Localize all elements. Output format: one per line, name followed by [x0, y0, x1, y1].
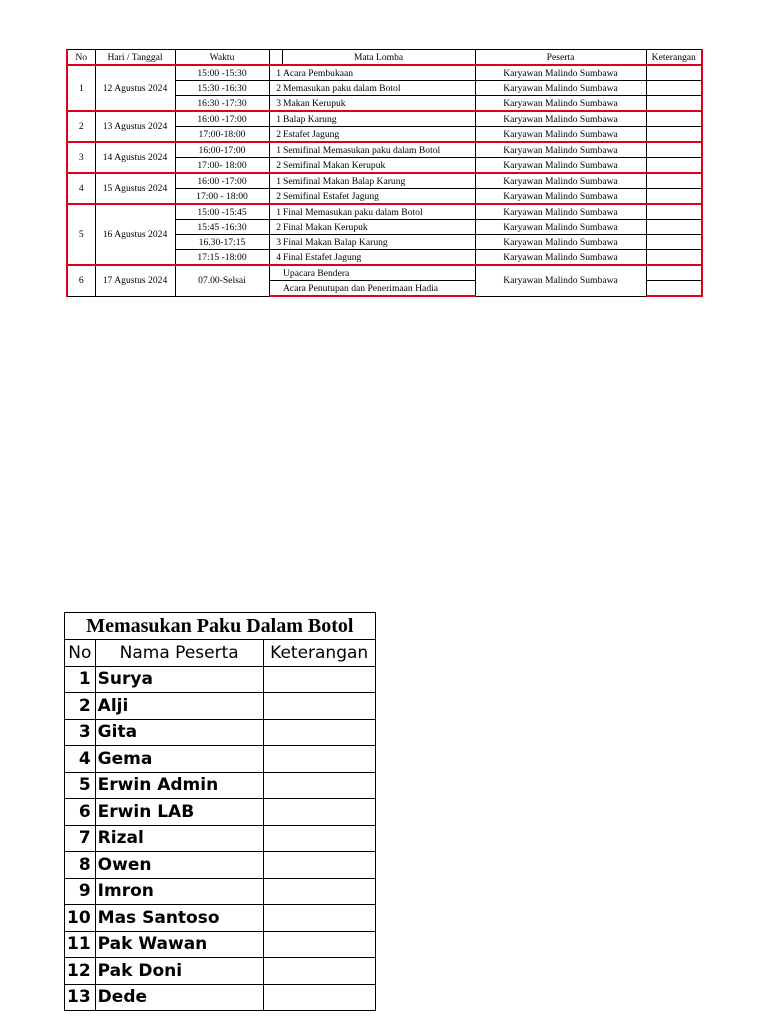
participant-notes — [263, 799, 375, 826]
event-time: 15:30 -16:30 — [175, 81, 269, 96]
event-participants: Karyawan Malindo Sumbawa — [475, 173, 646, 189]
event-time: 16.30-17:15 — [175, 235, 269, 250]
day-number: 3 — [67, 142, 95, 173]
event-seq — [269, 265, 282, 281]
event-notes — [646, 281, 702, 297]
participant-no: 8 — [65, 852, 96, 879]
event-participants: Karyawan Malindo Sumbawa — [475, 65, 646, 81]
participant-name: Owen — [95, 852, 263, 879]
participant-no: 11 — [65, 931, 96, 958]
list-item — [65, 984, 376, 1011]
day-number: 2 — [67, 111, 95, 142]
event-participants: Karyawan Malindo Sumbawa — [475, 189, 646, 205]
event-name: Acara Pembukaan — [282, 65, 475, 81]
participant-no: 9 — [65, 878, 96, 905]
event-time: 17:15 -18:00 — [175, 250, 269, 266]
participant-name: Gita — [95, 719, 263, 746]
event-name: Final Makan Balap Karung — [282, 235, 475, 250]
list-item — [65, 772, 376, 799]
participants-title-row — [65, 613, 376, 640]
participant-name: Mas Santoso — [95, 905, 263, 932]
event-seq: 2 — [269, 81, 282, 96]
header-notes: Keterangan — [263, 640, 375, 667]
table-row — [67, 65, 702, 81]
event-notes — [646, 127, 702, 143]
participant-no: 5 — [65, 772, 96, 799]
header-date: Hari / Tanggal — [95, 50, 175, 66]
event-participants: Karyawan Malindo Sumbawa — [475, 220, 646, 235]
participants-table-title: Memasukan Paku Dalam Botol — [65, 613, 376, 640]
participant-no: 12 — [65, 958, 96, 985]
header-no: No — [65, 640, 96, 667]
participant-no: 13 — [65, 984, 96, 1011]
event-participants: Karyawan Malindo Sumbawa — [475, 204, 646, 220]
event-name: Semifinal Makan Balap Karung — [282, 173, 475, 189]
participant-notes — [263, 984, 375, 1011]
event-seq: 1 — [269, 142, 282, 158]
event-seq: 1 — [269, 65, 282, 81]
header-time: Waktu — [175, 50, 269, 66]
list-item — [65, 878, 376, 905]
participant-no: 7 — [65, 825, 96, 852]
event-notes — [646, 142, 702, 158]
day-date: 13 Agustus 2024 — [95, 111, 175, 142]
event-notes — [646, 204, 702, 220]
event-notes — [646, 250, 702, 266]
participant-notes — [263, 666, 375, 693]
event-participants: Karyawan Malindo Sumbawa — [475, 111, 646, 127]
event-time: 15:00 -15:45 — [175, 204, 269, 220]
list-item — [65, 746, 376, 773]
header-event: Mata Lomba — [282, 50, 475, 66]
event-time: 15:00 -15:30 — [175, 65, 269, 81]
event-time: 17:00- 18:00 — [175, 158, 269, 174]
event-participants: Karyawan Malindo Sumbawa — [475, 250, 646, 266]
event-seq: 3 — [269, 235, 282, 250]
event-notes — [646, 158, 702, 174]
event-seq: 1 — [269, 204, 282, 220]
participant-notes — [263, 931, 375, 958]
event-name: Upacara Bendera — [282, 265, 475, 281]
participants-header-row — [65, 640, 376, 667]
day-date: 17 Agustus 2024 — [95, 265, 175, 296]
day-date: 14 Agustus 2024 — [95, 142, 175, 173]
event-seq: 3 — [269, 96, 282, 112]
list-item — [65, 905, 376, 932]
event-notes — [646, 173, 702, 189]
participant-no: 3 — [65, 719, 96, 746]
participant-no: 2 — [65, 693, 96, 720]
event-notes — [646, 220, 702, 235]
day-date: 12 Agustus 2024 — [95, 65, 175, 111]
participant-notes — [263, 852, 375, 879]
participant-notes — [263, 878, 375, 905]
day-date: 16 Agustus 2024 — [95, 204, 175, 265]
day-date: 15 Agustus 2024 — [95, 173, 175, 204]
header-notes: Keterangan — [646, 50, 702, 66]
header-name: Nama Peserta — [95, 640, 263, 667]
event-time: 17:00-18:00 — [175, 127, 269, 143]
header-seq — [269, 50, 282, 66]
event-notes — [646, 96, 702, 112]
participant-name: Pak Doni — [95, 958, 263, 985]
participant-no: 6 — [65, 799, 96, 826]
event-seq: 1 — [269, 111, 282, 127]
event-name: Final Makan Kerupuk — [282, 220, 475, 235]
list-item — [65, 958, 376, 985]
participant-notes — [263, 693, 375, 720]
table-row — [67, 204, 702, 220]
event-seq: 1 — [269, 173, 282, 189]
participant-notes — [263, 905, 375, 932]
day-number: 4 — [67, 173, 95, 204]
event-name: Semifinal Estafet Jagung — [282, 189, 475, 205]
participant-name: Erwin Admin — [95, 772, 263, 799]
header-no: No — [67, 50, 95, 66]
event-name: Semifinal Memasukan paku dalam Botol — [282, 142, 475, 158]
event-seq: 2 — [269, 220, 282, 235]
event-participants: Karyawan Malindo Sumbawa — [475, 158, 646, 174]
event-participants: Karyawan Malindo Sumbawa — [475, 127, 646, 143]
event-seq: 4 — [269, 250, 282, 266]
list-item — [65, 719, 376, 746]
day-number: 1 — [67, 65, 95, 111]
table-row — [67, 111, 702, 127]
event-time: 17:00 - 18:00 — [175, 189, 269, 205]
list-item — [65, 666, 376, 693]
event-seq: 2 — [269, 127, 282, 143]
event-name: Balap Karung — [282, 111, 475, 127]
event-name: Makan Kerupuk — [282, 96, 475, 112]
event-notes — [646, 111, 702, 127]
schedule-header-row — [67, 50, 702, 66]
table-row — [67, 142, 702, 158]
participant-notes — [263, 772, 375, 799]
event-notes — [646, 265, 702, 281]
participants-table — [64, 612, 376, 1011]
event-participants: Karyawan Malindo Sumbawa — [475, 96, 646, 112]
list-item — [65, 931, 376, 958]
participant-no: 10 — [65, 905, 96, 932]
list-item — [65, 799, 376, 826]
participant-notes — [263, 825, 375, 852]
participant-notes — [263, 746, 375, 773]
event-name: Semifinal Makan Kerupuk — [282, 158, 475, 174]
event-time: 16:30 -17:30 — [175, 96, 269, 112]
event-name: Memasukan paku dalam Botol — [282, 81, 475, 96]
event-participants: Karyawan Malindo Sumbawa — [475, 265, 646, 296]
header-participants: Peserta — [475, 50, 646, 66]
participant-name: Gema — [95, 746, 263, 773]
day-number: 6 — [67, 265, 95, 296]
event-schedule-table — [66, 49, 703, 297]
event-notes — [646, 65, 702, 81]
event-seq: 2 — [269, 158, 282, 174]
event-name: Acara Penutupan dan Penerimaan Hadia — [282, 281, 475, 297]
participant-name: Pak Wawan — [95, 931, 263, 958]
event-time: 15:45 -16:30 — [175, 220, 269, 235]
event-participants: Karyawan Malindo Sumbawa — [475, 81, 646, 96]
day-number: 5 — [67, 204, 95, 265]
event-participants: Karyawan Malindo Sumbawa — [475, 235, 646, 250]
participant-name: Surya — [95, 666, 263, 693]
table-row — [67, 265, 702, 281]
event-seq — [269, 281, 282, 297]
participant-name: Dede — [95, 984, 263, 1011]
participant-name: Rizal — [95, 825, 263, 852]
list-item — [65, 825, 376, 852]
event-name: Final Estafet Jagung — [282, 250, 475, 266]
event-notes — [646, 81, 702, 96]
event-participants: Karyawan Malindo Sumbawa — [475, 142, 646, 158]
event-time: 16:00-17:00 — [175, 142, 269, 158]
event-name: Estafet Jagung — [282, 127, 475, 143]
event-time: 07.00-Selsai — [175, 265, 269, 296]
participant-no: 1 — [65, 666, 96, 693]
participant-no: 4 — [65, 746, 96, 773]
participant-notes — [263, 958, 375, 985]
event-seq: 2 — [269, 189, 282, 205]
list-item — [65, 852, 376, 879]
list-item — [65, 693, 376, 720]
event-notes — [646, 235, 702, 250]
participant-name: Imron — [95, 878, 263, 905]
event-time: 16:00 -17:00 — [175, 173, 269, 189]
participant-name: Erwin LAB — [95, 799, 263, 826]
participant-name: Alji — [95, 693, 263, 720]
event-time: 16:00 -17:00 — [175, 111, 269, 127]
participant-notes — [263, 719, 375, 746]
table-row — [67, 173, 702, 189]
event-notes — [646, 189, 702, 205]
event-name: Final Memasukan paku dalam Botol — [282, 204, 475, 220]
